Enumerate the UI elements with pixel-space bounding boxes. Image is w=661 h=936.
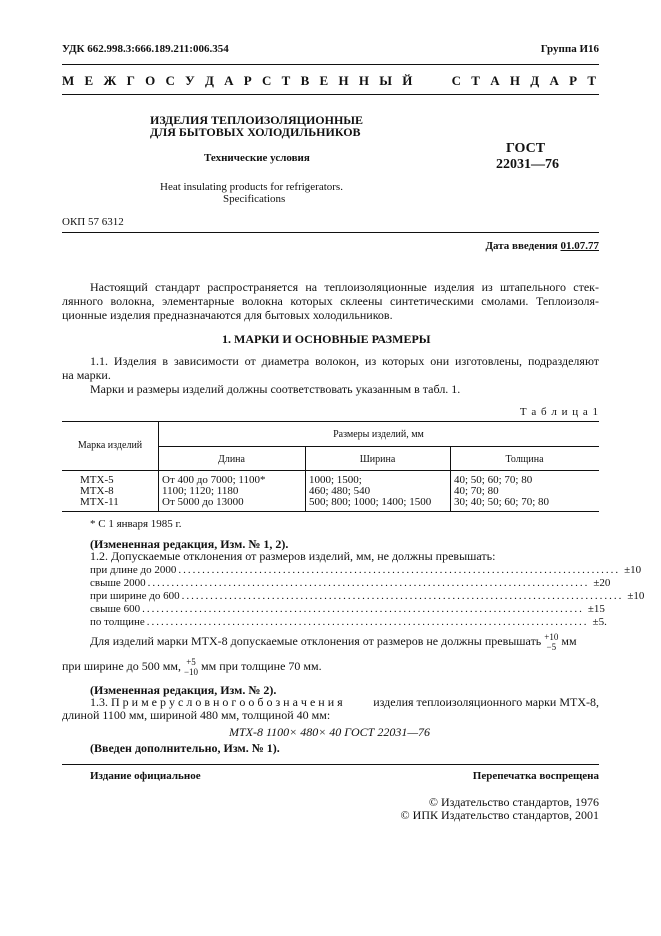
table-bottom-rule xyxy=(62,511,599,512)
mm-unit: мм xyxy=(561,633,577,648)
table-header-mark: Марка изделий xyxy=(77,440,143,451)
p11-line-2: на марки. xyxy=(62,368,111,382)
okp-code: ОКП 57 6312 xyxy=(62,216,124,228)
title-line-2: ДЛЯ БЫТОВЫХ ХОЛОДИЛЬНИКОВ xyxy=(150,125,361,139)
table-cell-mark-3: МТХ-11 xyxy=(80,496,119,508)
intro-paragraph xyxy=(62,280,599,322)
edition-note-2: (Измененная редакция, Изм. № 2). xyxy=(90,683,277,697)
tolerance-row-2 xyxy=(90,577,611,589)
footer-copyright-1: © Издательство стандартов, 1976 xyxy=(428,795,599,809)
fraction-1 xyxy=(544,632,558,652)
title-english-1: Heat insulating products for refrigerators. xyxy=(160,181,343,193)
p13-line-2: длиной 1100 мм, шириной 480 мм, толщиной 40 мм: xyxy=(62,708,331,722)
tolerance-row-4 xyxy=(90,603,605,615)
title-subtitle: Технические условия xyxy=(204,152,310,164)
table-cell-length-2: 1100; 1120; 1180 xyxy=(162,485,239,497)
title-line-1: ИЗДЕЛИЯ ТЕПЛОИЗОЛЯЦИОННЫЕ xyxy=(150,113,364,127)
section-paragraph-1-1 xyxy=(62,354,599,396)
fraction-1-top: +10 xyxy=(544,632,559,642)
table-cell-width-1: 1000; 1500; xyxy=(309,474,362,486)
table-header-thickness: Толщина xyxy=(505,454,544,465)
mtx8-text-b: при ширине до 500 мм, xyxy=(62,658,181,673)
intro-line-3: ционные изделия предназначаются для бытовых холодильников. xyxy=(62,308,393,322)
group-code: Группа И16 xyxy=(540,43,599,55)
table-cell-mark-2: МТХ-8 xyxy=(80,485,114,497)
footer-official: Издание официальное xyxy=(90,770,201,782)
tolerance-value-5: ±5. xyxy=(592,616,607,628)
table-cell-thickness-1: 40; 50; 60; 70; 80 xyxy=(454,474,533,486)
fraction-2-top: +5 xyxy=(186,657,196,667)
table-cell-length-3: От 5000 до 13000 xyxy=(162,496,244,508)
tolerance-leader-3: ............................................................................................. xyxy=(181,590,624,602)
section-heading: 1. МАРКИ И ОСНОВНЫЕ РАЗМЕРЫ xyxy=(222,332,431,346)
table-header-sizes: Размеры изделий, мм xyxy=(333,429,424,440)
tolerance-label-4: свыше 600 xyxy=(90,603,141,615)
mtx8-tolerance-line-1 xyxy=(90,632,577,652)
intro-date-value: 01.07.77 xyxy=(560,240,599,252)
p12-intro: 1.2. Допускаемые отклонения от размеров изделий, мм, не должны превышать: xyxy=(90,549,496,563)
mtx8-text-c: мм при толщине 70 мм. xyxy=(201,658,322,673)
designation-example: МТХ-8 1100× 480× 40 ГОСТ 22031—76 xyxy=(229,725,430,739)
fraction-1-bottom: −5 xyxy=(546,642,557,652)
tolerance-label-5: по толщине xyxy=(90,616,145,628)
gost-label: ГОСТ xyxy=(506,141,546,156)
tolerance-row-3 xyxy=(90,590,645,602)
gost-number: 22031—76 xyxy=(496,157,559,172)
footer-copyright-2: © ИПК Издательство стандартов, 2001 xyxy=(400,808,599,822)
p11-line-1: 1.1. Изделия в зависимости от диаметра волокон, из которых они изготовлены, подразделяют xyxy=(90,354,599,368)
intro-line-1: Настоящий стандарт распространяется на теплоизоляционные изделия из штапельного стек- xyxy=(90,280,599,294)
table-cell-thickness-3: 30; 40; 50; 60; 70; 80 xyxy=(454,496,550,508)
intro-date-label: Дата введения xyxy=(485,240,558,252)
table-header-width: Ширина xyxy=(359,454,396,465)
mtx8-text-a: Для изделий марки МТХ-8 допускаемые отклонения от размеров не должны превышать xyxy=(90,633,542,648)
table-cell-thickness-2: 40; 70; 80 xyxy=(454,485,499,497)
footer-rule xyxy=(62,764,599,765)
udk-code: УДК 662.998.3:666.189.211:006.354 xyxy=(62,43,229,55)
tolerance-leader-5: ............................................................................................. xyxy=(146,616,589,628)
table-cell-width-3: 500; 800; 1000; 1400; 1500 xyxy=(309,496,432,508)
table-header-length: Длина xyxy=(218,454,245,465)
tolerance-label-2: свыше 2000 xyxy=(90,577,146,589)
tolerance-leader-4: ............................................................................................. xyxy=(142,603,584,615)
banner-rule xyxy=(62,94,599,95)
table-top-rule xyxy=(62,421,599,422)
fraction-2 xyxy=(184,657,198,677)
intro-line-2: лянного волокна, элементарные волокна которых склеены синтетическими смолами. Теплоизоля- xyxy=(62,294,599,308)
table-header-rule xyxy=(62,470,599,471)
tolerance-label-3: при ширине до 600 xyxy=(90,590,180,602)
edition-note-1: (Измененная редакция, Изм. № 1, 2). xyxy=(90,537,289,551)
standard-banner: М Е Ж Г О С У Д А Р С Т В Е Н Н Ы Й С Т А Н Д А Р Т xyxy=(62,73,599,88)
p13-spaced-heading: 1.3. П р и м е р у с л о в н о г о о б о з н а ч е н и я xyxy=(90,695,343,709)
tolerance-leader-2: ............................................................................................. xyxy=(147,577,590,589)
table-cell-length-1: От 400 до 7000; 1100* xyxy=(162,474,266,486)
tolerance-leader-1: ............................................................................................. xyxy=(178,564,621,576)
table-footnote: * С 1 января 1985 г. xyxy=(90,518,182,530)
tolerance-row-1 xyxy=(90,564,642,576)
tolerance-value-3: ±10 xyxy=(627,590,645,602)
tolerance-value-1: ±10 xyxy=(624,564,642,576)
table-caption: Т а б л и ц а 1 xyxy=(519,406,599,418)
edition-note-3: (Введен дополнительно, Изм. № 1). xyxy=(90,741,280,755)
tolerance-value-4: ±15 xyxy=(587,603,605,615)
intro-date xyxy=(485,240,599,252)
tolerance-label-1: при длине до 2000 xyxy=(90,564,177,576)
tolerance-row-5 xyxy=(90,616,607,628)
footer-reprint: Перепечатка воспрещена xyxy=(472,770,599,782)
table-subheader-rule xyxy=(158,446,599,447)
p13-line-1-rest: изделия теплоизоляционного марки МТХ-8, xyxy=(373,695,599,709)
okp-rule xyxy=(62,232,599,233)
mtx8-tolerance-line-2 xyxy=(62,657,322,677)
fraction-2-bottom: −10 xyxy=(183,667,199,677)
table-cell-mark-1: МТХ-5 xyxy=(80,474,114,486)
title-english-2: Specifications xyxy=(223,193,286,205)
p11-line-3: Марки и размеры изделий должны соответствовать указанным в табл. 1. xyxy=(90,382,461,396)
top-rule xyxy=(62,64,599,65)
table-cell-width-2: 460; 480; 540 xyxy=(309,485,371,497)
tolerance-value-2: ±20 xyxy=(593,577,611,589)
